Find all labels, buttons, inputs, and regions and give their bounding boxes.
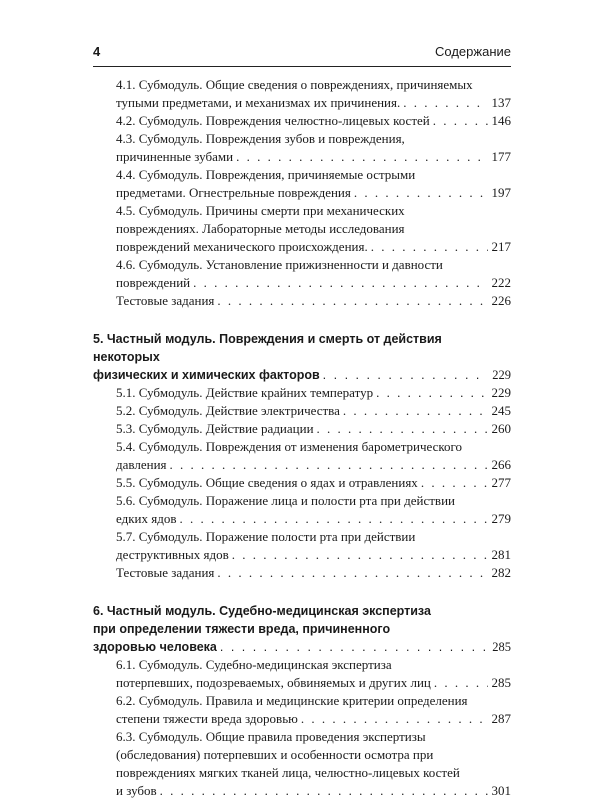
toc-entry-text: (обследования) потерпевших и особенности осмотра при [116,747,434,762]
toc-entry-text: тупыми предметами, и механизмах их причинения. [116,95,401,110]
toc-entry[interactable] [93,112,511,130]
dot-leader [193,274,488,292]
toc-group-module-5 [93,384,511,582]
toc-entry[interactable] [93,166,511,202]
toc-entry[interactable] [93,474,511,492]
table-of-contents [93,76,511,800]
toc-entry-text: степени тяжести вреда здоровью [116,711,298,726]
dot-leader [421,474,488,492]
dot-leader [376,384,488,402]
toc-entry-text: 4.5. Субмодуль. Причины смерти при механических [116,203,405,218]
toc-entry-text: 6.2. Субмодуль. Правила и медицинские критерии определения [116,693,468,708]
toc-entry-text: 6.3. Субмодуль. Общие правила проведения экспертизы [116,729,426,744]
toc-entry[interactable] [93,492,511,528]
toc-entry-text: 4.1. Субмодуль. Общие сведения о повреждениях, причиняемых [116,77,473,92]
toc-module-5-title[interactable] [93,330,511,384]
toc-entry-text: повреждений механического происхождения. [116,239,368,254]
toc-entry-text: повреждений [116,275,191,290]
toc-page-number: 287 [491,711,511,726]
toc-group-module-4 [93,76,511,310]
toc-entry-text: 6.1. Субмодуль. Судебно-медицинская экспертиза [116,657,392,672]
dot-leader [179,510,488,528]
toc-entry-text: предметами. Огнестрельные повреждения [116,185,351,200]
toc-page-number: 279 [491,511,511,526]
dot-leader [434,674,488,692]
toc-entry[interactable] [93,656,511,692]
toc-page-number: 281 [491,547,511,562]
toc-entry-text: давления [116,457,167,472]
dot-leader [217,292,488,310]
toc-page-number: 266 [491,457,511,472]
dot-leader [217,564,488,582]
dot-leader [371,238,488,256]
toc-entry[interactable] [93,420,511,438]
toc-entry-text: Тестовые задания [116,565,215,580]
toc-entry-text: 5.4. Субмодуль. Повреждения от изменения барометрического [116,439,463,454]
dot-leader [323,366,488,384]
dot-leader [317,420,488,438]
toc-entry-text: повреждениях. Лабораторные методы исследования [116,221,405,236]
toc-page-number: 217 [491,239,511,254]
module-title-text: физических и химических факторов [93,368,320,382]
toc-page-number: 146 [491,113,511,128]
dot-leader [433,112,488,130]
toc-entry[interactable] [93,384,511,402]
toc-page-number: 137 [491,95,511,110]
section-title: Содержание [435,44,511,59]
toc-entry[interactable] [93,76,511,112]
toc-entry[interactable] [93,728,511,800]
toc-entry-text: 4.4. Субмодуль. Повреждения, причиняемые острыми [116,167,416,182]
toc-entry-text: 5.2. Субмодуль. Действие электричества [116,403,340,418]
page-number: 4 [93,44,101,59]
toc-module-6-title[interactable] [93,602,511,656]
toc-entry-text: деструктивных ядов [116,547,229,562]
toc-page-number: 226 [491,293,511,308]
toc-page-number: 197 [491,185,511,200]
module-title-text: здоровью человека [93,640,217,654]
toc-page-number: 245 [491,403,511,418]
toc-entry-text: 5.5. Субмодуль. Общие сведения о ядах и отравлениях [116,475,418,490]
toc-entry[interactable] [93,438,511,474]
module-title-text: 6. Частный модуль. Судебно-медицинская экспертиза [93,604,431,618]
toc-entry[interactable] [93,256,511,292]
dot-leader [220,638,488,656]
toc-page-number: 260 [491,421,511,436]
dot-leader [403,94,488,112]
toc-page-number: 229 [491,385,511,400]
dot-leader [343,402,488,420]
toc-entry-text: 4.2. Субмодуль. Повреждения челюстно-лицевых костей [116,113,430,128]
toc-entry-text: Тестовые задания [116,293,215,308]
toc-page-number: 285 [492,640,511,654]
toc-entry-text: потерпевших, подозреваемых, обвиняемых и других лиц [116,675,431,690]
page-header [93,44,511,64]
toc-entry[interactable] [93,292,511,310]
toc-entry-text: 5.3. Субмодуль. Действие радиации [116,421,314,436]
toc-entry-text: повреждениях мягких тканей лица, челюстно-лицевых костей [116,765,460,780]
toc-entry-text: 5.6. Субмодуль. Поражение лица и полости рта при действии [116,493,455,508]
toc-page-number: 177 [491,149,511,164]
toc-entry-text: 5.7. Субмодуль. Поражение полости рта при действии [116,529,416,544]
header-rule [93,66,511,67]
toc-entry-text: 4.6. Субмодуль. Установление прижизненности и давности [116,257,443,272]
dot-leader [236,148,488,166]
module-title-text: 5. Частный модуль. Повреждения и смерть от действия некоторых [93,332,442,364]
toc-group-module-6 [93,656,511,800]
toc-entry-text: 4.3. Субмодуль. Повреждения зубов и повреждения, [116,131,405,146]
toc-entry[interactable] [93,692,511,728]
toc-entry-text: 5.1. Субмодуль. Действие крайних температур [116,385,374,400]
toc-entry[interactable] [93,130,511,166]
dot-leader [232,546,488,564]
toc-page-number: 301 [491,783,511,798]
toc-entry-text: причиненные зубами [116,149,234,164]
toc-entry[interactable] [93,202,511,256]
toc-entry-text: едких ядов [116,511,177,526]
module-title-text: при определении тяжести вреда, причиненного [93,622,391,636]
toc-page-number: 222 [491,275,511,290]
toc-entry-text: и зубов [116,783,157,798]
dot-leader [354,184,488,202]
toc-page-number: 229 [492,368,511,382]
dot-leader [301,710,488,728]
toc-entry[interactable] [93,402,511,420]
toc-page-number: 277 [491,475,511,490]
dot-leader [160,782,488,800]
toc-entry[interactable] [93,564,511,582]
toc-page-number: 285 [491,675,511,690]
dot-leader [170,456,488,474]
toc-page-number: 282 [491,565,511,580]
toc-entry[interactable] [93,528,511,564]
